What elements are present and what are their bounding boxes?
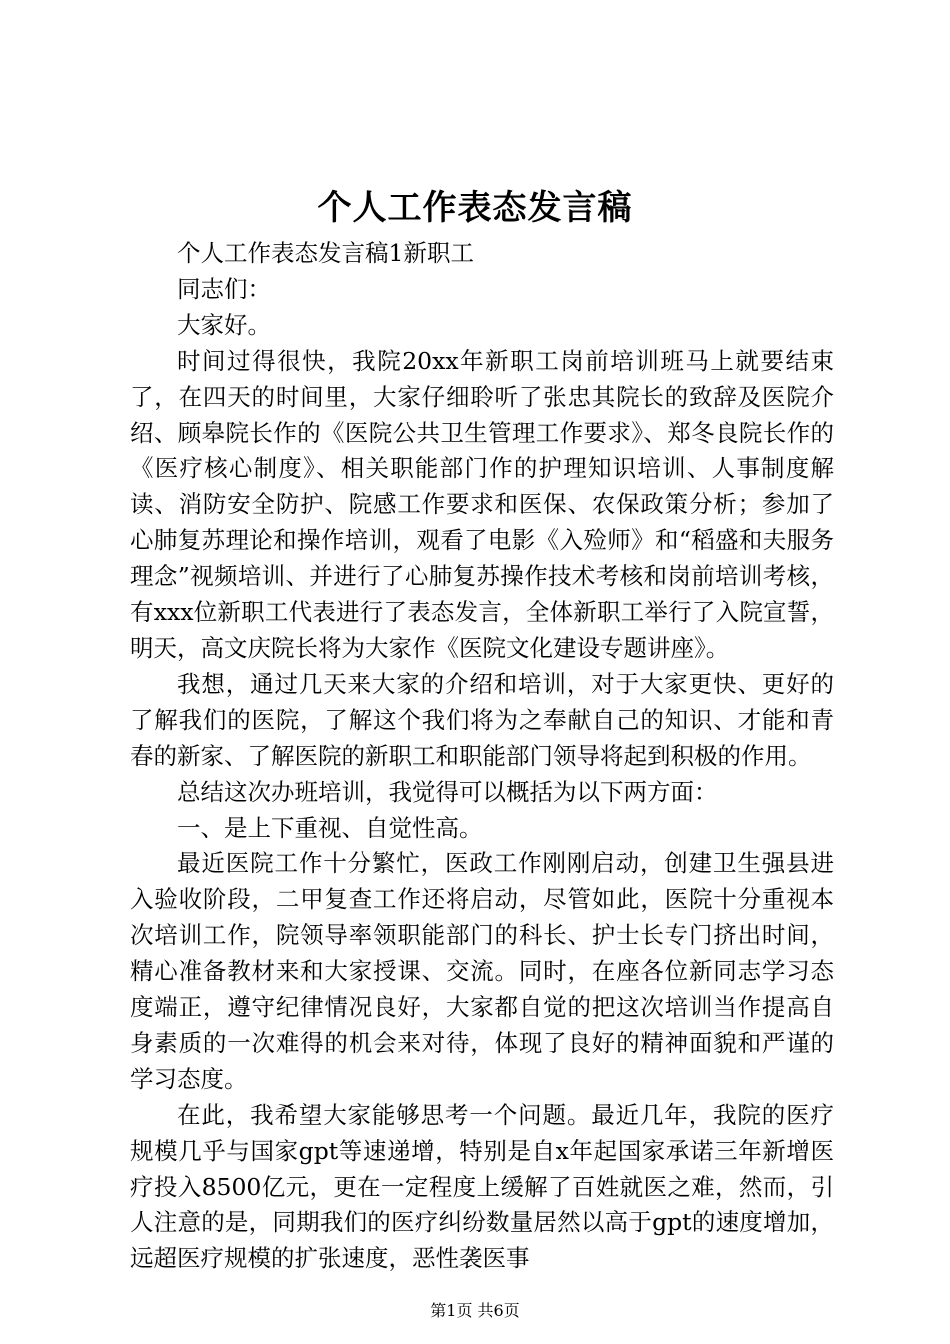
paragraph-reflection: 我想，通过几天来大家的介绍和培训，对于大家更快、更好的了解我们的医院，了解这个我们将为之奉献自己的知识、才能和青春的新家、了解医院的新职工和职能部门领导将起到积极的作用。 bbox=[130, 669, 834, 770]
paragraph-conclusion-intro: 总结这次办班培训，我觉得可以概括为以下两方面： bbox=[177, 777, 718, 806]
document-body bbox=[130, 236, 834, 1277]
paragraph-salutation: 同志们： bbox=[177, 274, 271, 303]
paragraph-training-summary: 时间过得很快，我院20xx年新职工岗前培训班马上就要结束了，在四天的时间里，大家仔细聆听了张忠其院长的致辞及医院介绍、顾皋院长作的《医院公共卫生管理工作要求》、郑冬良院长作的《医疗核心制度》、相关职能部门作的护理知识培训、人事制度解读、消防安全防护、院感工作要求和医保、农保政策分析；参加了心肺复苏理论和操作培训，观看了电影《入殓师》和“稻盛和夫服务理念”视频培训、并进行了心肺复苏操作技术考核和岗前培训考核，有xxx位新职工代表进行了表态发言，全体新职工举行了入院宣誓，明天，高文庆院长将为大家作《医院文化建设专题讲座》。 bbox=[130, 346, 834, 662]
page-footer: 第1页 共6页 bbox=[430, 1301, 520, 1320]
paragraph-point-one: 一、是上下重视、自觉性高。 bbox=[177, 813, 483, 842]
document-title: 个人工作表态发言稿 bbox=[317, 188, 633, 228]
paragraph-heading: 个人工作表态发言稿1新职工 bbox=[177, 239, 474, 267]
paragraph-hospital-work: 最近医院工作十分繁忙，医政工作刚刚启动，创建卫生强县进入验收阶段，二甲复查工作还将启动，尽管如此，医院十分重视本次培训工作，院领导率领职能部门的科长、护士长专门挤出时间，精心准备教材来和大家授课、交流。同时，在座各位新同志学习态度端正，遵守纪律情况良好，大家都自觉的把这次培训当作提高自身素质的一次难得的机会来对待，体现了良好的精神面貌和严谨的学习态度。 bbox=[130, 849, 834, 1093]
paragraph-question: 在此，我希望大家能够思考一个问题。最近几年，我院的医疗规模几乎与国家gpt等速递增，特别是自x年起国家承诺三年新增医疗投入8500亿元，更在一定程度上缓解了百姓就医之难，然而，引人注意的是，同期我们的医疗纠纷数量居然以高于gpt的速度增加，远超医疗规模的扩张速度，恶性袭医事 bbox=[130, 1100, 834, 1273]
paragraph-greeting: 大家好。 bbox=[177, 310, 271, 339]
